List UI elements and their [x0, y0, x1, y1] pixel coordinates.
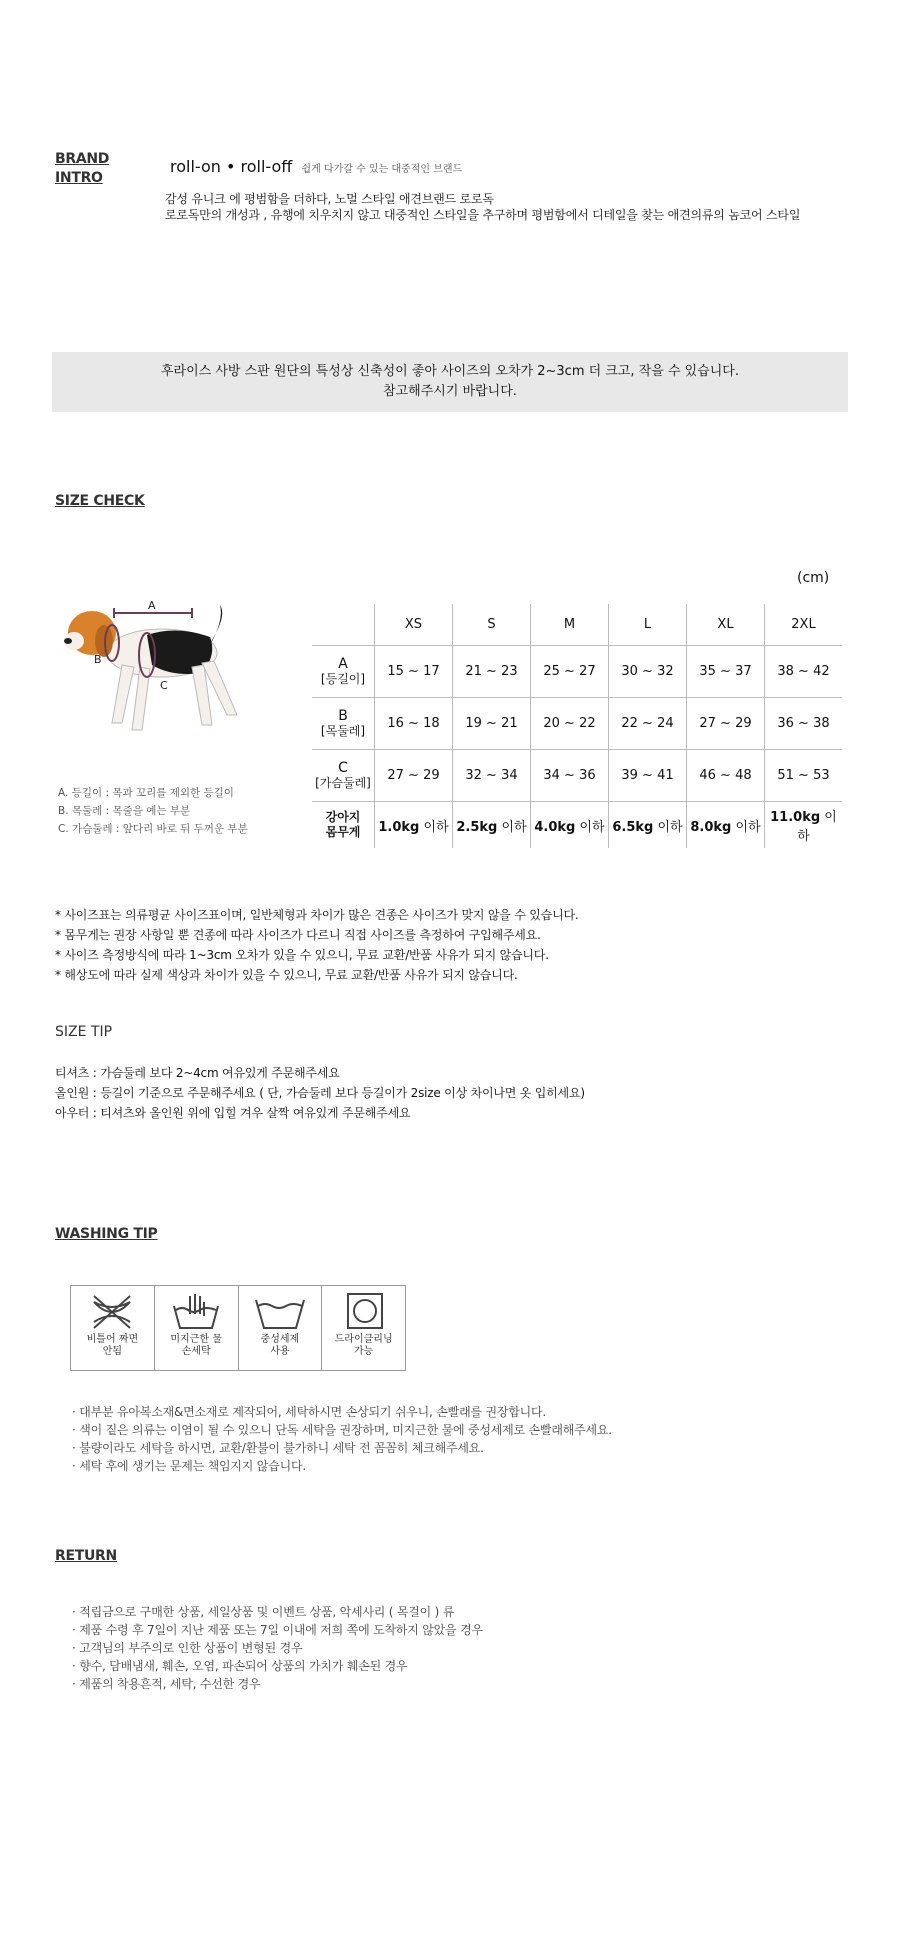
- wash-label-line1: 비틀어 짜면: [86, 1334, 139, 1345]
- size-column-header: S: [453, 604, 531, 646]
- measurement-legend-item: C. 가슴둘레 : 앞다리 바로 뒤 두꺼운 부분: [58, 823, 248, 835]
- table-cell: 35 ~ 37: [687, 646, 765, 698]
- row-label: [312, 750, 375, 802]
- table-row: [312, 646, 842, 698]
- row-label-main: B: [338, 707, 348, 724]
- weight-cell: [531, 802, 609, 849]
- return-note: · 고객님의 부주의로 인한 상품이 변형된 경우: [72, 1641, 303, 1655]
- row-label: [312, 698, 375, 750]
- brand-description-line: 로로독만의 개성과 , 유행에 치우치지 않고 대중적인 스타일을 추구하며 평범함에서 디테일을 찾는 애견의류의 놈코어 스타일: [165, 208, 801, 222]
- weight-cell: [687, 802, 765, 849]
- washing-note: · 대부분 유아복소재&면소재로 제작되어, 세탁하시면 손상되기 쉬우니, 손빨래를 권장합니다.: [72, 1405, 547, 1419]
- table-row: [312, 750, 842, 802]
- row-label-sub: [목둘레]: [320, 723, 366, 738]
- size-column-header: L: [609, 604, 687, 646]
- size-note: * 사이즈 측정방식에 따라 1~3cm 오차가 있을 수 있으니, 무료 교환/반품 사유가 되지 않습니다.: [55, 948, 549, 962]
- row-label: [312, 646, 375, 698]
- return-note: · 향수, 담배냄새, 훼손, 오염, 파손되어 상품의 가치가 훼손된 경우: [72, 1659, 408, 1673]
- table-row-weight: [312, 802, 842, 849]
- weight-value: 6.5kg: [612, 819, 654, 835]
- size-table-header-row: [312, 604, 842, 646]
- wash-label: [335, 1334, 393, 1358]
- wash-label-line2: 손세탁: [181, 1346, 211, 1357]
- size-note: * 사이즈표는 의류평균 사이즈표이며, 일반체형과 차이가 많은 견종은 사이즈가 맞지 않을 수 있습니다.: [55, 908, 579, 922]
- size-table-corner: [312, 604, 375, 646]
- brand-intro-title: [55, 150, 109, 188]
- weight-unit: 이하: [497, 819, 527, 835]
- row-label-sub: [등길이]: [320, 671, 366, 686]
- dog-label-c: C: [160, 679, 168, 692]
- measurement-legend-item: A. 등길이 : 목과 꼬리를 제외한 등길이: [58, 787, 234, 799]
- row-label: [312, 802, 375, 849]
- brand-tagline: [170, 157, 462, 176]
- table-cell: 27 ~ 29: [687, 698, 765, 750]
- table-cell: 32 ~ 34: [453, 750, 531, 802]
- mild-detergent-icon: [252, 1292, 308, 1332]
- weight-unit: 이하: [731, 819, 761, 835]
- return-note: · 제품의 착용흔적, 세탁, 수선한 경우: [72, 1677, 261, 1691]
- size-column-header: XL: [687, 604, 765, 646]
- washing-tip-title: WASHING TIP: [55, 1226, 158, 1242]
- stretch-notice-banner: [52, 352, 848, 412]
- row-label-main: C: [338, 759, 348, 776]
- measurement-legend-item: B. 목둘레 : 목줄을 예는 부분: [58, 805, 191, 817]
- weight-value: 4.0kg: [534, 819, 576, 835]
- dog-measurement-illustration: [52, 595, 262, 745]
- weight-cell: [453, 802, 531, 849]
- wash-label: [170, 1334, 221, 1358]
- table-cell: 15 ~ 17: [375, 646, 453, 698]
- hand-wash-icon: [168, 1292, 224, 1332]
- row-label-main: A: [338, 655, 348, 672]
- table-cell: 16 ~ 18: [375, 698, 453, 750]
- unit-label: (cm): [797, 570, 830, 586]
- brand-title-line1: BRAND: [55, 151, 110, 167]
- size-tip-line: 올인원 : 등길이 기준으로 주문해주세요 ( 단, 가슴둘레 보다 등길이가 2size 이상 차이나면 옷 입히세요): [55, 1086, 585, 1100]
- table-cell: 34 ~ 36: [531, 750, 609, 802]
- table-row: [312, 698, 842, 750]
- washing-icons-panel: [70, 1285, 406, 1371]
- brand-title-line2: INTRO: [55, 170, 103, 186]
- size-note: * 해상도에 따라 실제 색상과 차이가 있을 수 있으니, 무료 교환/반품 사유가 되지 않습니다.: [55, 968, 518, 982]
- size-tip-title: SIZE TIP: [55, 1024, 113, 1040]
- brand-description-line: 감성 유니크 에 평범함을 더하다, 노멀 스타일 애견브랜드 로로독: [165, 192, 494, 206]
- table-cell: 21 ~ 23: [453, 646, 531, 698]
- dry-clean-icon: [336, 1292, 392, 1332]
- wash-label: [87, 1334, 138, 1358]
- notice-line: 참고해주시기 바랍니다.: [383, 384, 517, 399]
- table-cell: 46 ~ 48: [687, 750, 765, 802]
- size-note: * 몸무게는 권장 사항일 뿐 견종에 따라 사이즈가 다르니 직접 사이즈를 측정하여 구입해주세요.: [55, 928, 541, 942]
- dog-illustration-icon: [52, 595, 262, 745]
- weight-unit: 이하: [797, 810, 837, 844]
- wash-label-line1: 중성세제: [260, 1334, 300, 1345]
- washing-note: · 불량이라도 세탁을 하시면, 교환/환불이 불가하니 세탁 전 꼼꼼히 체크해주세요.: [72, 1441, 484, 1455]
- weight-value: 1.0kg: [378, 819, 420, 835]
- wash-item-dry-clean: [321, 1286, 405, 1370]
- weight-value: 11.0kg: [770, 810, 821, 825]
- size-tip-line: 아우터 : 티셔츠와 올인원 위에 입힐 겨우 살짝 여유있게 주문해주세요: [55, 1106, 411, 1120]
- weight-unit: 이하: [653, 819, 683, 835]
- wash-label-line2: 사용: [270, 1346, 290, 1357]
- wash-label-line2: 가능: [353, 1346, 374, 1357]
- wash-item-mild-detergent: [238, 1286, 322, 1370]
- weight-unit: 이하: [419, 819, 449, 835]
- row-label-sub: [가슴둘레]: [315, 775, 371, 790]
- table-cell: 19 ~ 21: [453, 698, 531, 750]
- washing-note: · 세탁 후에 생기는 문제는 책임지지 않습니다.: [72, 1459, 306, 1473]
- table-cell: 27 ~ 29: [375, 750, 453, 802]
- size-check-title: SIZE CHECK: [55, 493, 145, 509]
- size-column-header: 2XL: [765, 604, 843, 646]
- brand-tagline-sub: 쉽게 다가갈 수 있는 대중적인 브랜드: [301, 164, 463, 175]
- return-title: RETURN: [55, 1548, 117, 1564]
- size-table: [312, 604, 842, 848]
- table-cell: 36 ~ 38: [765, 698, 843, 750]
- dog-label-a: A: [148, 599, 156, 612]
- size-column-header: XS: [375, 604, 453, 646]
- return-note: · 적립금으로 구매한 상품, 세일상품 및 이벤트 상품, 악세사리 ( 목걸이 ) 류: [72, 1605, 455, 1619]
- weight-cell: [765, 802, 843, 849]
- wash-label-line2: 안됨: [102, 1346, 123, 1357]
- table-cell: 25 ~ 27: [531, 646, 609, 698]
- table-cell: 22 ~ 24: [609, 698, 687, 750]
- table-cell: 39 ~ 41: [609, 750, 687, 802]
- weight-label-line2: 몸무게: [325, 825, 361, 839]
- no-wring-icon: [84, 1292, 140, 1332]
- wash-label-line1: 드라이클리닝: [334, 1334, 393, 1345]
- table-cell: 30 ~ 32: [609, 646, 687, 698]
- size-column-header: M: [531, 604, 609, 646]
- weight-cell: [609, 802, 687, 849]
- weight-unit: 이하: [575, 819, 605, 835]
- wash-label-line1: 미지근한 물: [170, 1334, 222, 1345]
- notice-line: 후라이스 사방 스판 원단의 특성상 신축성이 좋아 사이즈의 오차가 2~3cm 더 크고, 작을 수 있습니다.: [160, 364, 739, 379]
- weight-label-line1: 강아지: [325, 810, 361, 824]
- return-note: · 제품 수령 후 7일이 지난 제품 또는 7일 이내에 저희 쪽에 도착하지 않았을 경우: [72, 1623, 483, 1637]
- weight-cell: [375, 802, 453, 849]
- table-cell: 20 ~ 22: [531, 698, 609, 750]
- washing-note: · 색이 짙은 의류는 이염이 될 수 있으니 단독 세탁을 권장하며, 미지근한 물에 중성세제로 손빨래해주세요.: [72, 1423, 612, 1437]
- weight-value: 8.0kg: [690, 819, 732, 835]
- table-cell: 51 ~ 53: [765, 750, 843, 802]
- weight-value: 2.5kg: [456, 819, 498, 835]
- size-tip-line: 티셔츠 : 가슴둘레 보다 2~4cm 여유있게 주문해주세요: [55, 1066, 340, 1080]
- wash-item-no-wring: [71, 1286, 154, 1370]
- brand-tagline-main: roll-on • roll-off: [170, 157, 293, 176]
- wash-item-hand-wash: [154, 1286, 238, 1370]
- table-cell: 38 ~ 42: [765, 646, 843, 698]
- wash-label: [261, 1334, 300, 1358]
- dog-label-b: B: [94, 653, 102, 666]
